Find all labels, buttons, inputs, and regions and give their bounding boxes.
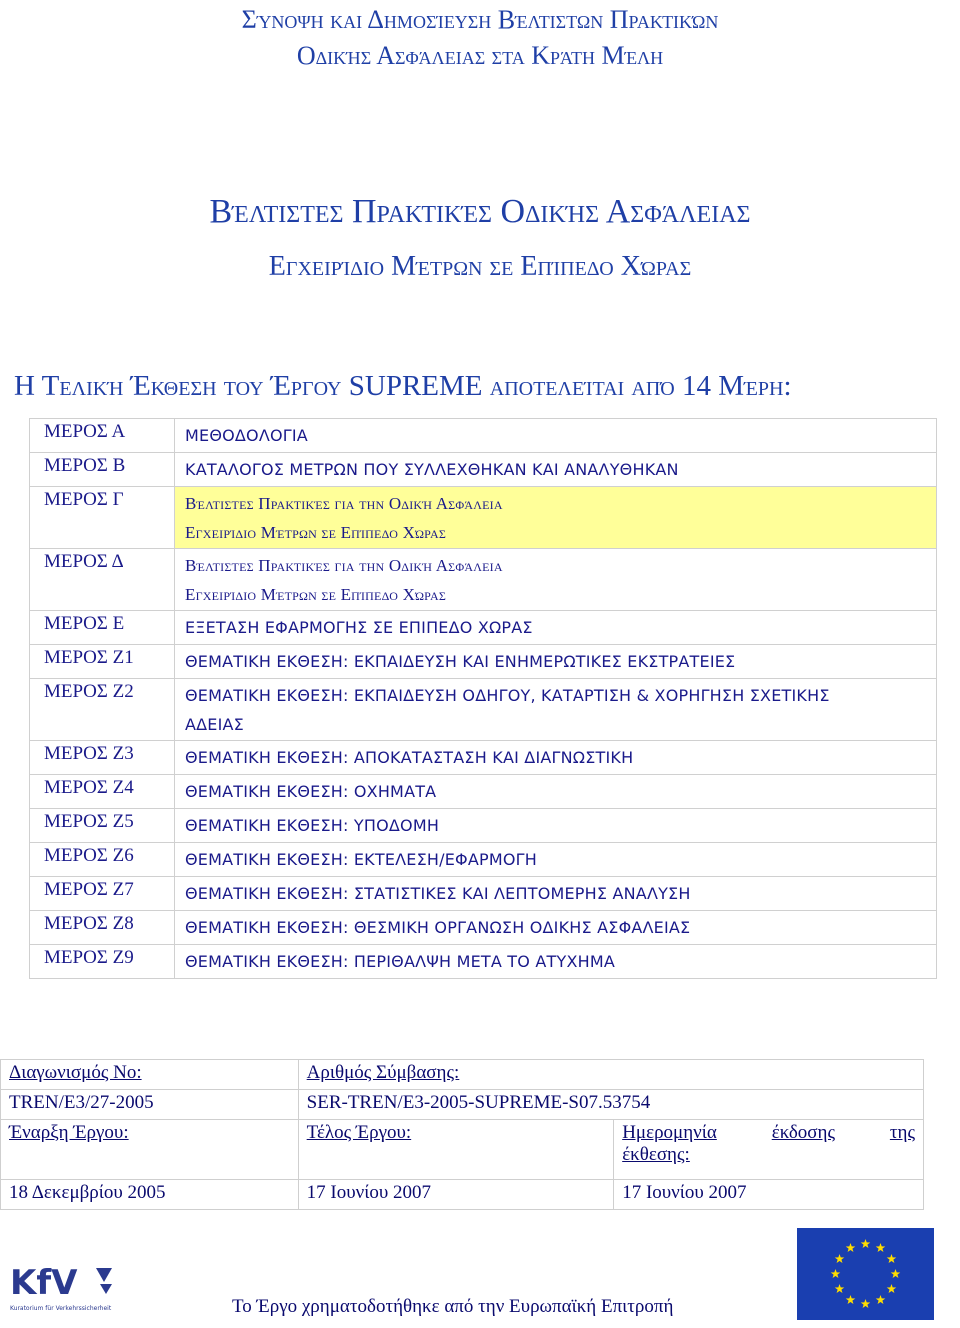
issue-value: 17 Ιουνίου 2007	[614, 1180, 924, 1210]
part-label: ΜΕΡΟΣ Ε	[30, 611, 175, 645]
part-description	[175, 809, 937, 843]
header-project-title	[0, 4, 960, 76]
part-description-line: ΘΕΜΑΤΙΚΗ ΕΚΘΕΣΗ: ΕΚΤΕΛΕΣΗ/ΕΦΑΡΜΟΓΗ	[185, 850, 537, 869]
funding-note: Το Έργο χρηματοδοτήθηκε από την Ευρωπαϊκή Επιτροπή	[232, 1296, 674, 1317]
part-description	[175, 487, 937, 549]
tender-label-cell	[1, 1060, 299, 1090]
part-description	[175, 611, 937, 645]
part-label: ΜΕΡΟΣ Ζ3	[30, 741, 175, 775]
part-row	[30, 549, 937, 611]
part-label: ΜΕΡΟΣ Ζ4	[30, 775, 175, 809]
part-description-line: Βέλτιστες Πρακτικές για την Οδική Ασφάλεια	[185, 556, 503, 575]
contract-label-cell	[298, 1060, 923, 1090]
contract-value: SER-TREN/E3-2005-SUPREME-S07.53754	[298, 1090, 923, 1120]
part-label: ΜΕΡΟΣ Ζ8	[30, 911, 175, 945]
tender-label: Διαγωνισμός Νο:	[9, 1062, 142, 1083]
part-description	[175, 911, 937, 945]
part-description-line: Εγχειρίδιο Μέτρων σε Επίπεδο Χώρας	[185, 523, 447, 542]
issue-label-cell	[614, 1120, 924, 1180]
part-description-line: ΘΕΜΑΤΙΚΗ ΕΚΘΕΣΗ: ΣΤΑΤΙΣΤΙΚΕΣ ΚΑΙ ΛΕΠΤΟΜΕΡΗΣ ΑΝΑΛΥΣΗ	[185, 884, 691, 903]
part-row	[30, 945, 937, 979]
part-description-line: ΜΕΘΟΔΟΛΟΓΙΑ	[185, 426, 308, 445]
end-label: Τέλος Έργου:	[306, 1122, 412, 1143]
part-row	[30, 645, 937, 679]
part-row	[30, 419, 937, 453]
part-description-line: ΚΑΤΑΛΟΓΟΣ ΜΕΤΡΩΝ ΠΟΥ ΣΥΛΛΕΧΘΗΚΑΝ ΚΑΙ ΑΝΑΛΥΘΗΚΑΝ	[185, 460, 679, 479]
tender-value: TREN/E3/27-2005	[1, 1090, 299, 1120]
part-row	[30, 487, 937, 549]
part-description-line: ΘΕΜΑΤΙΚΗ ΕΚΘΕΣΗ: ΕΚΠΑΙΔΕΥΣΗ ΚΑΙ ΕΝΗΜΕΡΩΤΙΚΕΣ ΕΚΣΤΡΑΤΕΙΕΣ	[185, 652, 736, 671]
eu-flag-icon	[797, 1228, 934, 1320]
part-description-line: ΘΕΜΑΤΙΚΗ ΕΚΘΕΣΗ: ΑΠΟΚΑΤΑΣΤΑΣΗ ΚΑΙ ΔΙΑΓΝΩΣΤΙΚΗ	[185, 748, 634, 767]
part-description	[175, 775, 937, 809]
part-description-line: ΑΔΕΙΑΣ	[185, 715, 244, 734]
issue-label-word: Ημερομηνία	[622, 1122, 717, 1143]
part-label: ΜΕΡΟΣ Α	[30, 419, 175, 453]
start-label-cell	[1, 1120, 299, 1180]
part-description-line: Βέλτιστες Πρακτικές για την Οδική Ασφάλεια	[185, 494, 503, 513]
part-row	[30, 453, 937, 487]
end-label-cell	[298, 1120, 614, 1180]
part-description-line: ΘΕΜΑΤΙΚΗ ΕΚΘΕΣΗ: ΘΕΣΜΙΚΗ ΟΡΓΑΝΩΣΗ ΟΔΙΚΗΣ ΑΣΦΑΛΕΙΑΣ	[185, 918, 691, 937]
document-title: Βέλτιστες Πρακτικές Οδικής Ασφάλειας	[209, 193, 751, 230]
kfv-logo-text: KfV	[10, 1263, 78, 1303]
issue-label-line-1	[622, 1122, 915, 1144]
contract-label: Αριθμός Σύμβασης:	[306, 1062, 460, 1083]
part-description-line: ΕΞΕΤΑΣΗ ΕΦΑΡΜΟΓΗΣ ΣΕ ΕΠΙΠΕΔΟ ΧΩΡΑΣ	[185, 618, 533, 637]
part-label: ΜΕΡΟΣ Ζ1	[30, 645, 175, 679]
part-row	[30, 611, 937, 645]
part-label: ΜΕΡΟΣ Ζ7	[30, 877, 175, 911]
part-description-line: ΘΕΜΑΤΙΚΗ ΕΚΘΕΣΗ: ΟΧΗΜΑΤΑ	[185, 782, 437, 801]
part-row	[30, 679, 937, 741]
part-row	[30, 843, 937, 877]
parts-table	[29, 418, 937, 979]
part-description-line: ΘΕΜΑΤΙΚΗ ΕΚΘΕΣΗ: ΥΠΟΔΟΜΗ	[185, 816, 440, 835]
part-description	[175, 741, 937, 775]
part-description-line: Εγχειρίδιο Μέτρων σε Επίπεδο Χώρας	[185, 585, 447, 604]
end-value: 17 Ιουνίου 2007	[298, 1180, 614, 1210]
part-label: ΜΕΡΟΣ Δ	[30, 549, 175, 611]
header-line-2: Οδικής Ασφάλειας στα Κράτη Μέλη	[296, 41, 664, 70]
part-row	[30, 877, 937, 911]
part-row	[30, 809, 937, 843]
contract-table	[0, 1059, 924, 1210]
part-description	[175, 453, 937, 487]
part-label: ΜΕΡΟΣ Ζ5	[30, 809, 175, 843]
header-line-1: Σύνοψη και Δημοσίευση Βέλτιστων Πρακτικών	[241, 5, 719, 34]
part-description	[175, 945, 937, 979]
issue-label-word: έκδοσης	[771, 1122, 836, 1143]
part-description	[175, 419, 937, 453]
part-label: ΜΕΡΟΣ Ζ2	[30, 679, 175, 741]
part-description	[175, 679, 937, 741]
part-label: ΜΕΡΟΣ Β	[30, 453, 175, 487]
issue-label-word: της	[889, 1122, 915, 1143]
part-description	[175, 877, 937, 911]
part-label: ΜΕΡΟΣ Γ	[30, 487, 175, 549]
part-label: ΜΕΡΟΣ Ζ9	[30, 945, 175, 979]
part-description	[175, 843, 937, 877]
start-value: 18 Δεκεμβρίου 2005	[1, 1180, 299, 1210]
part-description-line: ΘΕΜΑΤΙΚΗ ΕΚΘΕΣΗ: ΕΚΠΑΙΔΕΥΣΗ ΟΔΗΓΟΥ, ΚΑΤΑΡΤΙΣΗ & ΧΟΡΗΓΗΣΗ ΣΧΕΤΙΚΗΣ	[185, 686, 830, 705]
part-description	[175, 645, 937, 679]
kfv-logo-caption: Kuratorium für Verkehrssicherheit	[10, 1305, 112, 1312]
issue-label-line-2: έκθεσης:	[622, 1144, 690, 1165]
part-row	[30, 911, 937, 945]
document-subtitle: Εγχειρίδιο Μέτρων σε Επίπεδο Χώρας	[268, 251, 692, 282]
part-description-line: ΘΕΜΑΤΙΚΗ ΕΚΘΕΣΗ: ΠΕΡΙΘΑΛΨΗ ΜΕΤΑ ΤΟ ΑΤΥΧΗΜΑ	[185, 952, 615, 971]
part-description	[175, 549, 937, 611]
part-row	[30, 741, 937, 775]
report-intro: Η Τελική Έκθεση του Έργου SUPREME αποτελείται από 14 Μέρη:	[14, 370, 792, 402]
start-label: Έναρξη Έργου:	[9, 1122, 129, 1143]
kfv-logo	[8, 1260, 128, 1316]
part-row	[30, 775, 937, 809]
part-label: ΜΕΡΟΣ Ζ6	[30, 843, 175, 877]
